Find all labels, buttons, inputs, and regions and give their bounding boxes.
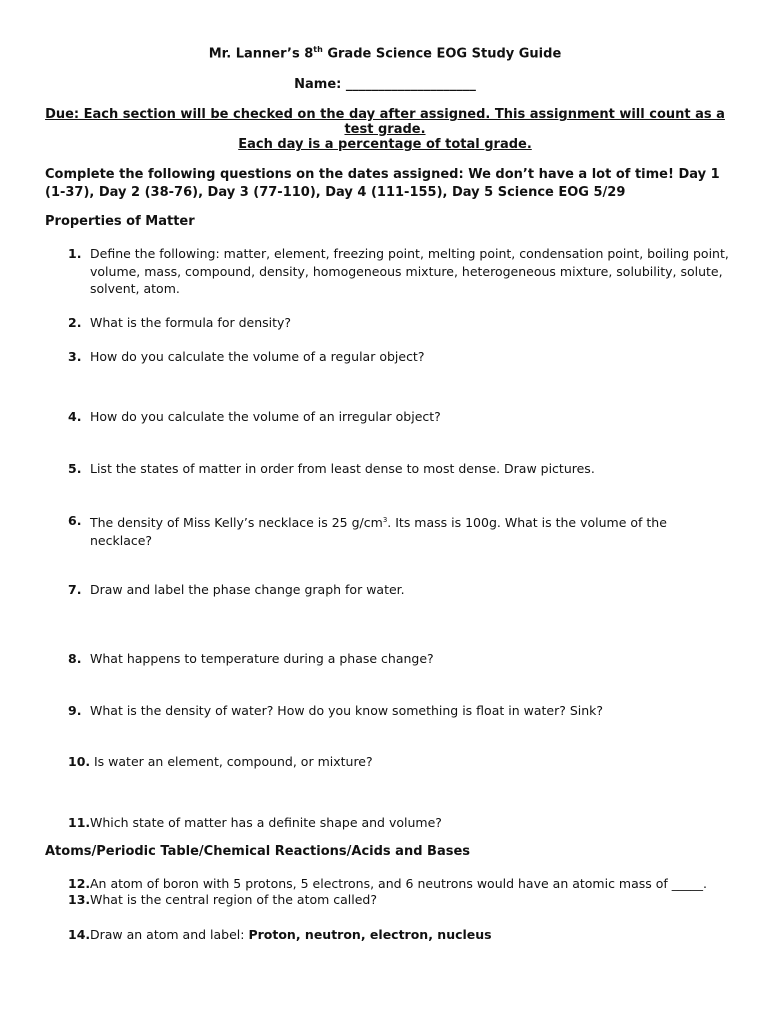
question-text: What is the formula for density? [90,315,292,330]
question-text: Draw and label the phase change graph for water. [90,582,405,597]
instructions: Complete the following questions on the dates assigned: We don’t have a lot of time! Day 1 (1-37), Day 2 (38-76), Day 3 (77-110), Day 4 (111-155), Day 5 Science EOG 5/29 [45,167,720,200]
title-text-rest: Grade Science EOG Study Guide [322,46,562,62]
question-number: 14. [68,927,91,942]
question-item [68,926,728,944]
question-bold-terms: Proton, neutron, electron, nucleus [248,927,492,942]
question-number: 5. [68,461,82,476]
question-number: 13. [68,892,91,907]
name-field-label: Name: ____________________ [294,77,476,92]
question-text: How do you calculate the volume of a regular object? [90,349,425,364]
question-item [68,460,728,478]
question-number: 4. [68,409,82,424]
page-title [0,45,770,61]
question-number: 11. [68,815,91,830]
due-notice [45,107,725,152]
section-heading-matter: Properties of Matter [45,214,195,229]
question-number: 6. [68,513,82,528]
question-number: 3. [68,349,82,364]
question-text-part: The density of Miss Kelly’s necklace is 25 g/cm [90,515,383,531]
question-item [68,581,728,599]
question-item [68,408,728,426]
question-text: What is the density of water? How do you know something is float in water? Sink? [90,703,604,718]
question-number: 12. [68,876,91,891]
question-item [68,314,728,332]
due-notice-line2: Each day is a percentage of total grade. [238,137,532,152]
question-item [68,875,728,893]
question-item [68,753,728,771]
question-number: 10. [68,754,91,769]
section-heading-atoms: Atoms/Periodic Table/Chemical Reactions/Acids and Bases [45,844,471,859]
question-text: List the states of matter in order from least dense to most dense. Draw pictures. [90,461,595,476]
question-number: 2. [68,315,82,330]
question-text: Is water an element, compound, or mixture? [94,754,373,769]
question-item [68,245,729,296]
question-text-part: Draw an atom and label: [90,927,249,942]
question-item [68,702,728,720]
superscript: 3 [382,516,388,524]
question-number: 7. [68,582,82,597]
question-text: Define the following: matter, element, freezing point, melting point, condensation point, boiling point, volume, mass, compound, density, homogeneous mixture, heterogeneous mixture, solubility, solute, solvent, atom. [90,246,729,296]
question-number: 8. [68,651,82,666]
question-item [68,814,728,832]
title-superscript: th [313,45,323,54]
question-text: What happens to temperature during a phase change? [90,651,434,666]
due-notice-line1: Due: Each section will be checked on the day after assigned. This assignment will count as a test grade. [45,107,725,137]
question-text: Which state of matter has a definite shape and volume? [90,815,442,830]
question-item [68,512,728,548]
question-number: 9. [68,703,82,718]
question-text: How do you calculate the volume of an irregular object? [90,409,441,424]
question-text [90,512,730,549]
question-text: An atom of boron with 5 protons, 5 electrons, and 6 neutrons would have an atomic mass of _____. [90,876,707,891]
question-number: 1. [68,246,82,261]
question-text [90,926,730,944]
question-text: What is the central region of the atom called? [90,892,378,907]
question-item [68,891,728,909]
question-text-part: . Its mass is 100g. What is the volume of the necklace? [90,515,667,548]
question-item [68,348,728,366]
question-item [68,650,728,668]
title-text: Mr. Lanner’s 8 [208,46,314,62]
